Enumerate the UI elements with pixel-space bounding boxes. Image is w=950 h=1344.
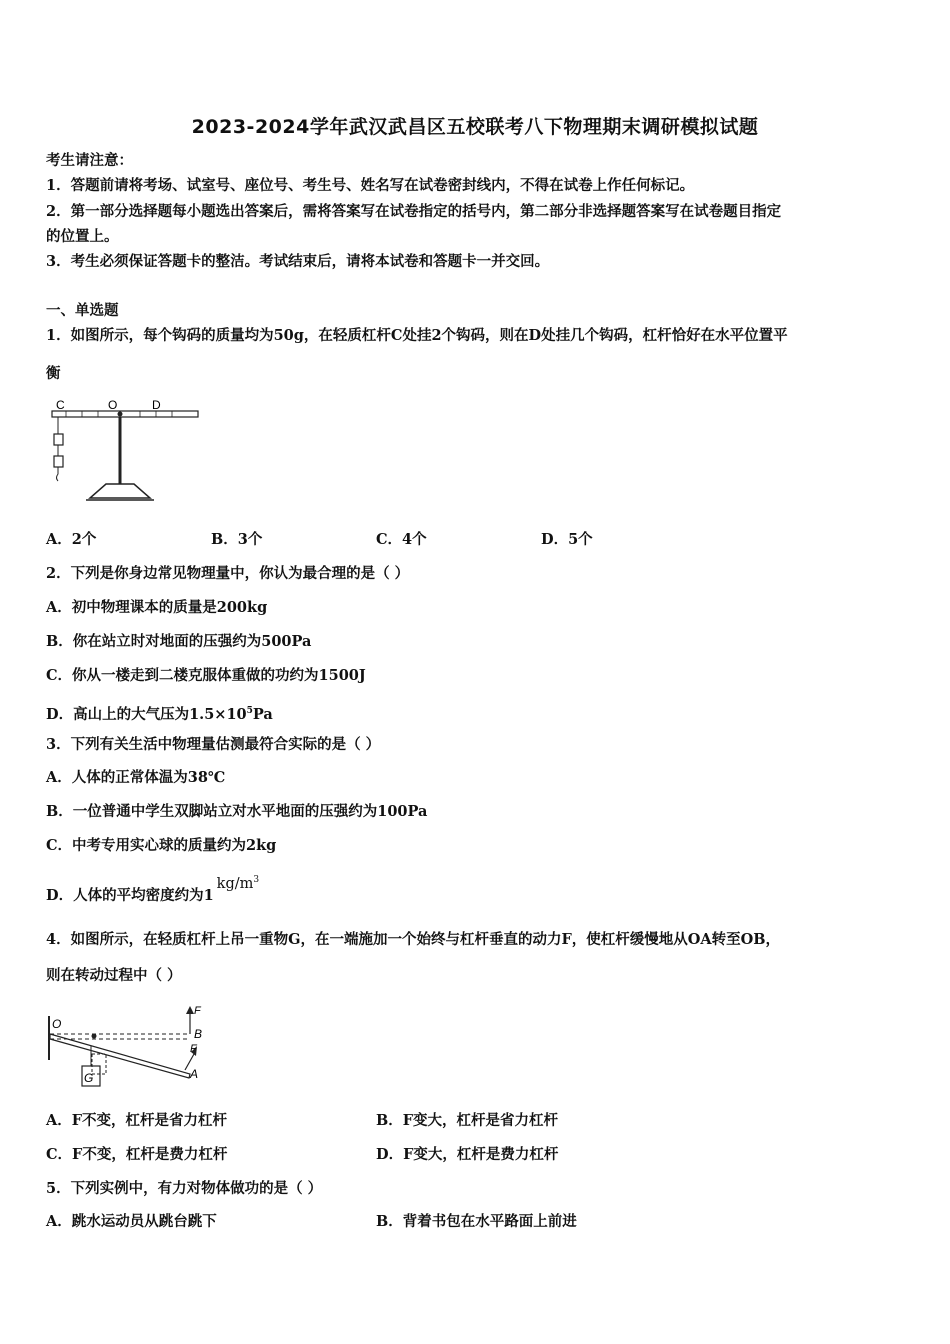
q1-option-b: B．3个 xyxy=(211,531,263,548)
stand-base xyxy=(90,484,150,498)
lever-oa xyxy=(50,1034,190,1078)
q4-option-d: D．F变大，杠杆是费力杠杆 xyxy=(376,1146,559,1163)
notice-item-2: 2．第一部分选择题每小题选出答案后，需将答案写在试卷指定的括号内，第二部分非选择题答案写在试卷题目指定 xyxy=(46,203,782,220)
q4-option-a: A．F不变，杠杆是省力杠杆 xyxy=(46,1112,228,1129)
q4-stem: 4．如图所示，在轻质杠杆上吊一重物G，在一端施加一个始终与杠杆垂直的动力F，使杠杆缓慢地从OA转至OB， xyxy=(46,931,781,948)
hook-weight xyxy=(54,456,63,467)
q4-label-f1: F xyxy=(194,1005,201,1017)
q4-stem-cont: 则在转动过程中（ ） xyxy=(46,967,182,984)
q3-stem: 3．下列有关生活中物理量估测最符合实际的是（ ） xyxy=(46,736,381,753)
q4-label-g: G xyxy=(84,1071,94,1085)
hook-weight xyxy=(54,434,63,445)
q4-lever-figure xyxy=(44,998,214,1094)
q1-stem-cont: 衡 xyxy=(46,365,61,382)
q4-label-f2: F xyxy=(190,1043,197,1055)
q5-option-a: A．跳水运动员从跳台跳下 xyxy=(46,1213,217,1230)
q1-label-o: O xyxy=(108,398,118,412)
notice-heading: 考生请注意： xyxy=(46,152,133,169)
q1-label-d: D xyxy=(152,398,161,412)
notice-item-3: 3．考生必须保证答题卡的整洁。考试结束后，请将本试卷和答题卡一并交回。 xyxy=(46,253,550,270)
q5-stem: 5．下列实例中，有力对物体做功的是（ ） xyxy=(46,1180,323,1197)
q2-stem: 2．下列是你身边常见物理量中，你认为最合理的是（ ） xyxy=(46,565,410,582)
q3-option-b: B．一位普通中学生双脚站立对水平地面的压强约为100Pa xyxy=(46,803,428,820)
q1-stem: 1．如图所示，每个钩码的质量均为50g，在轻质杠杆C处挂2个钩码，则在D处挂几个钩码，杠杆恰好在水平位置平 xyxy=(46,327,788,344)
notice-item-1: 1．答题前请将考场、试室号、座位号、考生号、姓名写在试卷密封线内，不得在试卷上作任何标记。 xyxy=(46,177,695,194)
q4-label-b: B xyxy=(194,1027,203,1041)
q3-option-d: D．人体的平均密度约为$1kg/m^3$ xyxy=(46,875,260,904)
q4-option-b: B．F变大，杠杆是省力杠杆 xyxy=(376,1112,559,1129)
q1-option-d: D．5个 xyxy=(541,531,593,548)
q4-label-o: O xyxy=(52,1017,62,1031)
q2-option-b: B．你在站立时对地面的压强约为500Pa xyxy=(46,633,312,650)
q2-option-d: D．高山上的大气压为$1.5\times 10^5Pa$ xyxy=(46,706,273,723)
q2-option-a: A．初中物理课本的质量是200kg xyxy=(46,599,268,616)
q3-option-a: A．人体的正常体温为38℃ xyxy=(46,769,226,786)
q3-option-c: C．中考专用实心球的质量约为2kg xyxy=(46,837,277,854)
q4-option-c: C．F不变，杠杆是费力杠杆 xyxy=(46,1146,228,1163)
q1-option-a: A．2个 xyxy=(46,531,97,548)
page-title: 2023-2024学年武汉武昌区五校联考八下物理期末调研模拟试题 xyxy=(191,116,759,138)
q5-option-b: B．背着书包在水平路面上前进 xyxy=(376,1213,577,1230)
notice-item-2-cont: 的位置上。 xyxy=(46,228,119,245)
q2-option-c: C．你从一楼走到二楼克服体重做的功约为1500J xyxy=(46,667,366,684)
q4-label-a: A xyxy=(190,1067,199,1081)
q1-label-c: C xyxy=(56,398,65,412)
q1-option-c: C．4个 xyxy=(376,531,427,548)
section-heading: 一、单选题 xyxy=(46,302,119,319)
pivot xyxy=(118,412,123,417)
lever-bar xyxy=(52,411,198,417)
q1-lever-figure xyxy=(46,392,202,508)
